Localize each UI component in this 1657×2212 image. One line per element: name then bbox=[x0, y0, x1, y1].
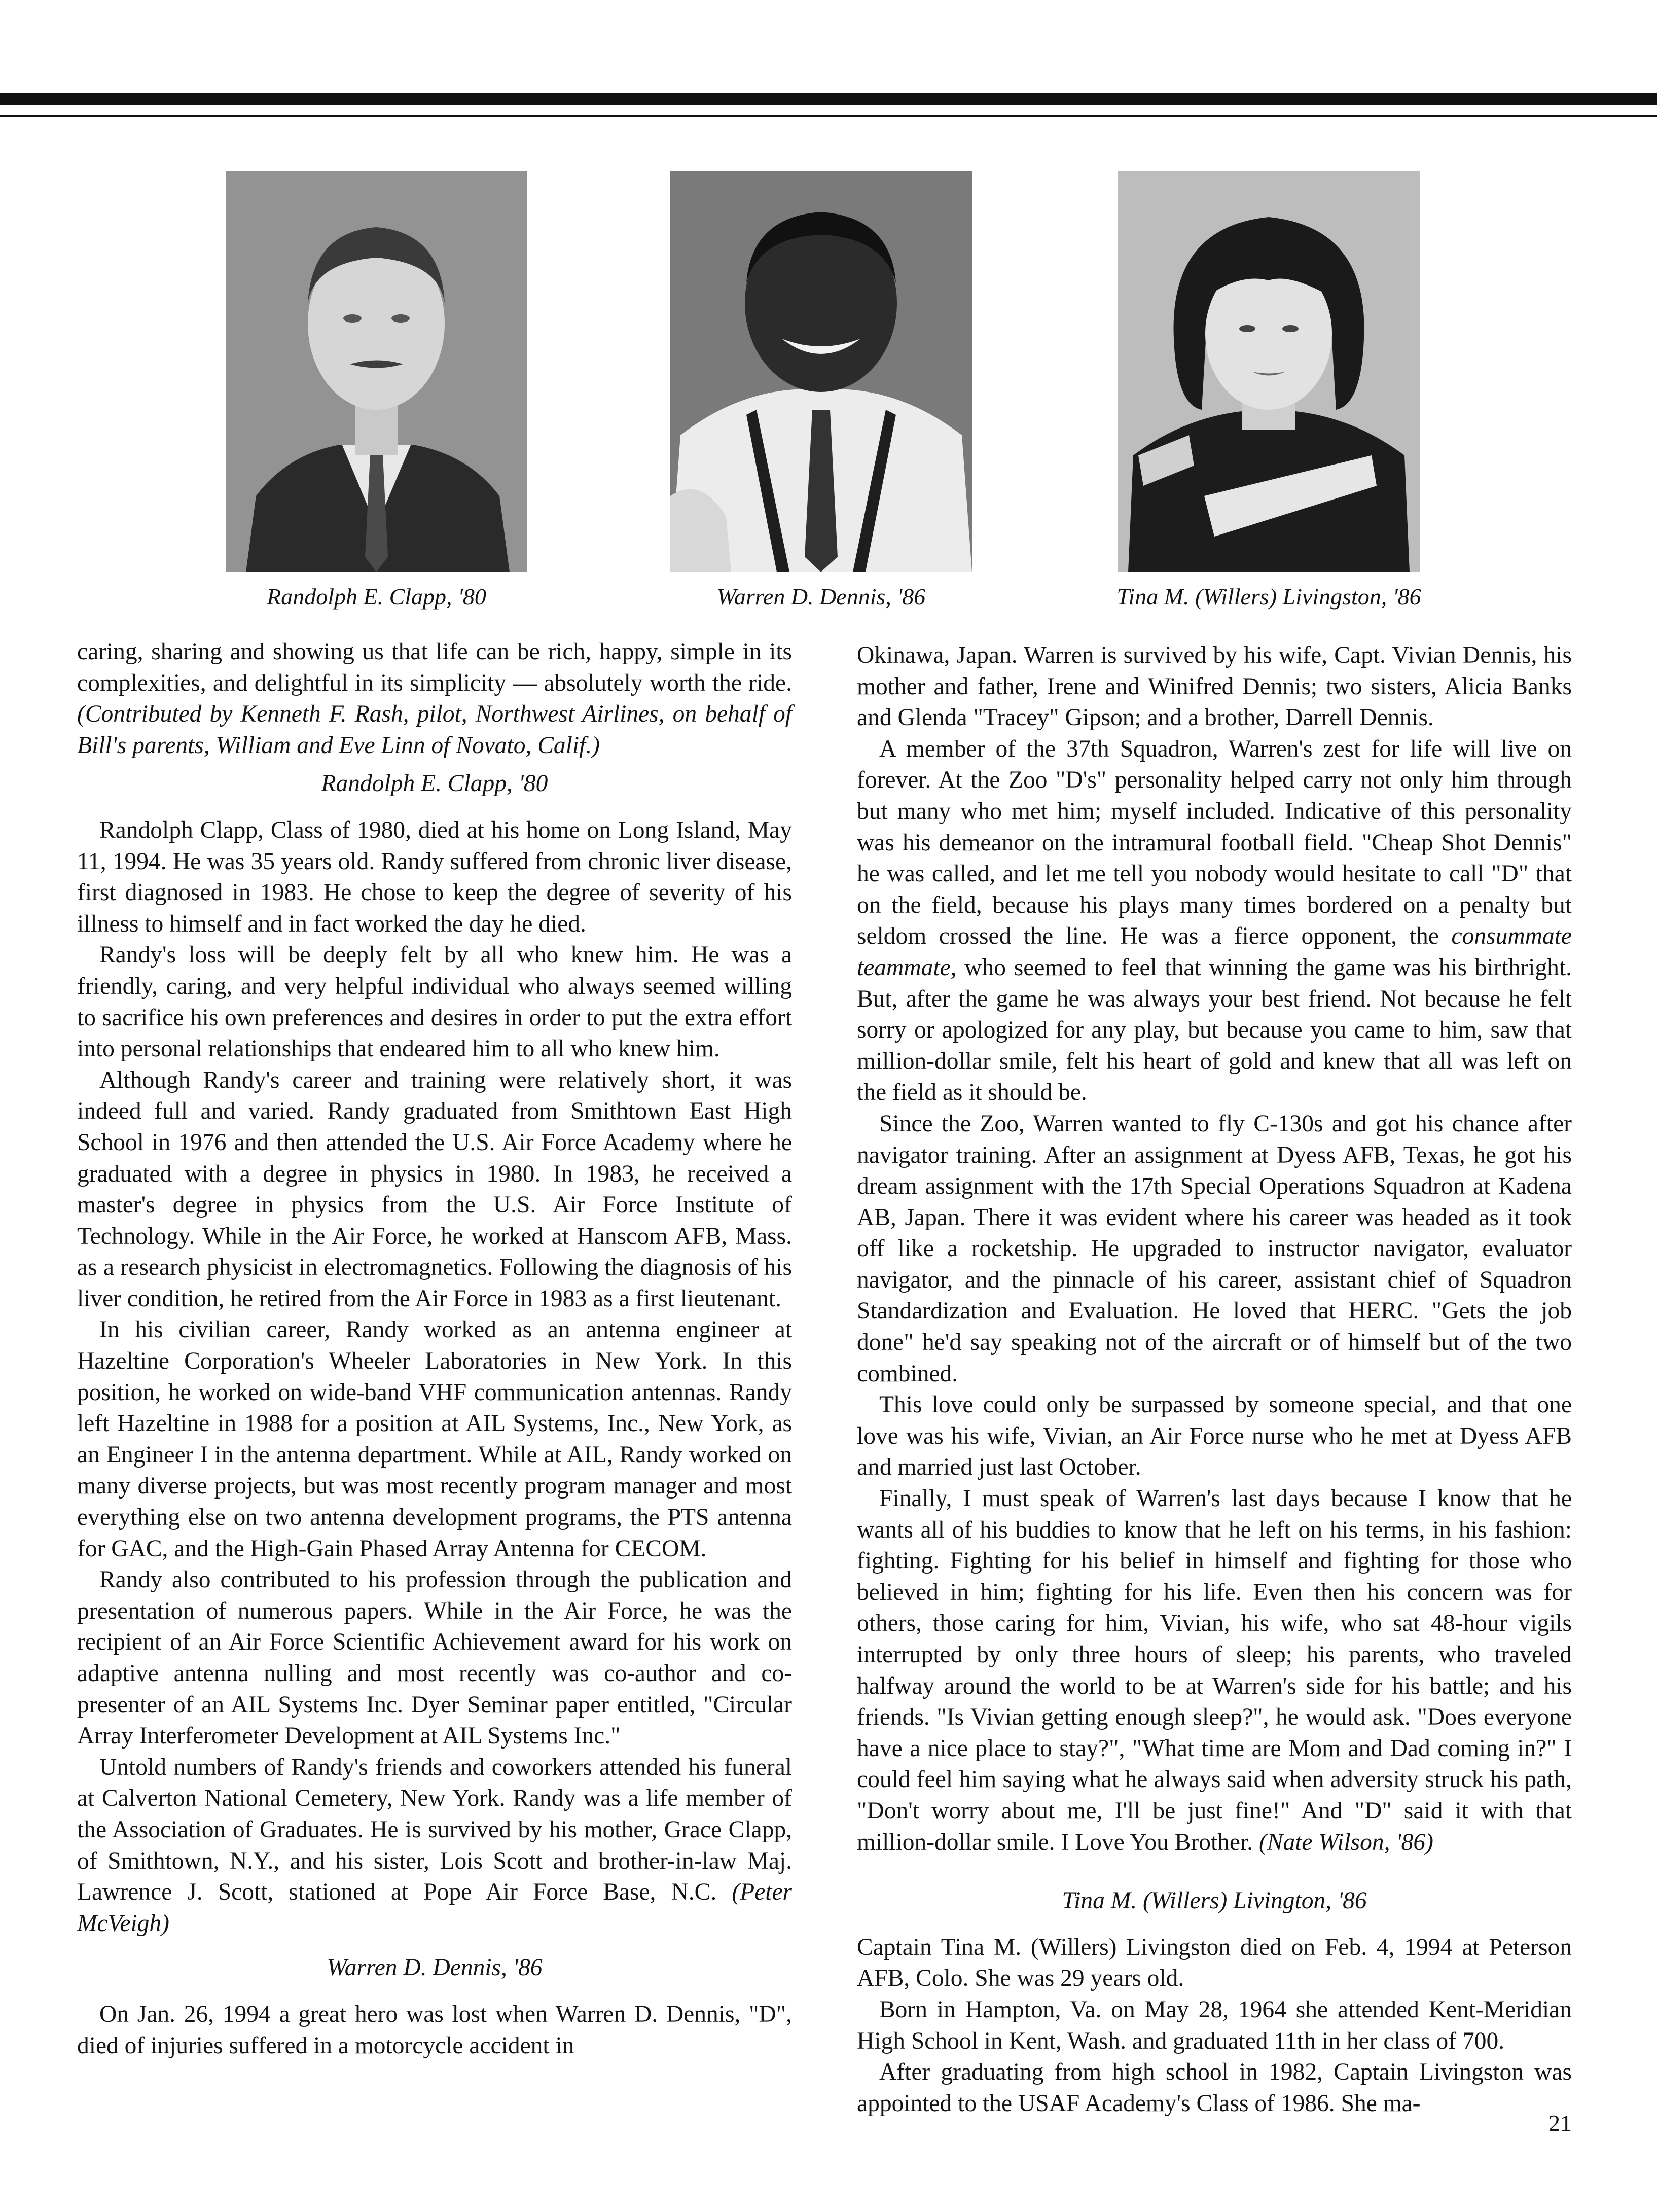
caption-randolph-clapp: Randolph E. Clapp, '80 bbox=[267, 584, 486, 610]
livingston-paragraph-1: Captain Tina M. (Willers) Livingston died on Feb. 4, 1994 at Peterson AFB, Colo. She was 29 years old. bbox=[857, 1934, 1572, 1992]
dennis-contributor-credit: (Nate Wilson, '86) bbox=[1258, 1829, 1433, 1856]
clapp-paragraph-3: Although Randy's career and training were relatively short, it was indeed full and varied. Randy graduated from Smithtown East High School in 1976 and then attended the U.S. Air Force Academy where he graduated with a degree in physics in 1980. In 1983, he received a master's degree in physics from the U.S. Air Force Institute of Technology. While in the Air Force, he worked at Hanscom AFB, Mass. as a research physicist in electromagnetics. Following the diagnosis of his liver condition, he retired from the Air Force in 1983 as a first lieutenant. bbox=[77, 1066, 792, 1312]
linn-closing-text: caring, sharing and showing us that life can be rich, happy, simple in its complexities, and delightful in its simplicity — absolutely worth the ride. bbox=[77, 638, 792, 696]
right-column bbox=[857, 640, 1572, 2117]
heading-warren-dennis: Warren D. Dennis, '86 bbox=[327, 1954, 543, 1981]
header-rule-thin bbox=[0, 115, 1657, 117]
dennis-p2-text-a: A member of the 37th Squadron, Warren's zest for life will live on forever. At the Zoo "D's" personality helped carry not only him through but many who met him; myself included. Indicative of this personality was his demeanor on the intramural football field. "Cheap Shot Dennis" he was called, and let me tell you nobody would hesitate to call "D" that on the field, because his plays many times bordered on a penalty but seldom crossed the line. He was a fierce opponent, the bbox=[857, 735, 1572, 950]
dennis-p2-emphasis: consummate teammate, bbox=[857, 923, 1572, 981]
photo-randolph-clapp bbox=[226, 171, 527, 572]
linn-contributor-credit: (Contributed by Kenneth F. Rash, pilot, Northwest Airlines, on behalf of Bill's parents, William and Eve Linn of Novato, Calif.) bbox=[77, 701, 792, 759]
caption-warren-dennis: Warren D. Dennis, '86 bbox=[716, 584, 926, 610]
dennis-paragraph-3: Since the Zoo, Warren wanted to fly C-130s and got his chance after navigator training. After an assignment at Dyess AFB, Texas, he got his dream assignment with the 17th Special Operations Squadron at Kadena AB, Japan. There it was evident where his career was headed as it took off like a rocketship. He upgraded to instructor navigator, evaluator navigator, and the pinnacle of his career, assistant chief of Squadron Standardization and Evaluation. He loved that HERC. "Gets the job done" he'd say speaking not of the aircraft or of himself but of the two combined. bbox=[857, 1110, 1572, 1387]
heading-randolph-clapp: Randolph E. Clapp, '80 bbox=[321, 770, 548, 797]
dennis-paragraph-2 bbox=[857, 734, 1572, 1109]
clapp-paragraph-1: Randolph Clapp, Class of 1980, died at his home on Long Island, May 11, 1994. He was 35 years old. Randy suffered from chronic liver disease, first diagnosed in 1983. He chose to keep the degree of severity of his illness to himself and in fact worked the day he died. bbox=[77, 816, 792, 937]
left-column bbox=[77, 636, 792, 2107]
livingston-paragraph-3: After graduating from high school in 1982, Captain Livingston was appointed to the USAF Academy's Class of 1986. She ma- bbox=[857, 2059, 1572, 2117]
caption-tina-livingston: Tina M. (Willers) Livingston, '86 bbox=[1116, 584, 1421, 610]
dennis-paragraph-5 bbox=[857, 1483, 1572, 1858]
clapp-contributor-credit: (Peter McVeigh) bbox=[77, 1879, 793, 1937]
clapp-paragraph-2: Randy's loss will be deeply felt by all who knew him. He was a friendly, caring, and very helpful individual who always seemed willing to sacrifice his own preferences and desires in order to put the extra effort into personal relationships that endeared him to all who knew him. bbox=[77, 942, 792, 1062]
dennis-paragraph-1-continued: Okinawa, Japan. Warren is survived by his wife, Capt. Vivian Dennis, his mother and father, Irene and Winifred Dennis; two sisters, Alicia Banks and Glenda "Tracey" Gipson; and a brother, Darrell Dennis. bbox=[857, 642, 1572, 731]
linn-closing-paragraph bbox=[77, 636, 792, 761]
dennis-closing-text: Finally, I must speak of Warren's last days because I know that he wants all of his buddies to know that he left on his terms, in his fashion: fighting. Fighting for his belief in himself and fighting for those who believed in him; fighting for his life. Even then his concern was for others, those caring for him, Vivian, his wife, who sat 48-hour vigils interrupted by only three hours of sleep; his parents, who traveled halfway around the world to be at Warren's side for his battle; and his friends. "Is Vivian getting enough sleep?", he would ask. "Does everyone have a nice place to stay?", "What time are Mom and Dad coming in?" I could feel him saying what he always said when adversity struck his path, "Don't worry about me, I'll be just fine!" And "D" said it with that million-dollar smile. I Love You Brother. bbox=[857, 1485, 1572, 1856]
dennis-paragraph-4: This love could only be surpassed by someone special, and that one love was his wife, Vivian, an Air Force nurse who he met at Dyess AFB and married just last October. bbox=[857, 1392, 1572, 1481]
dennis-p2-text-b: who seemed to feel that winning the game was his birthright. But, after the game he was always your best friend. Not because he felt sorry or apologized for any play, but because you came to him, saw that million-dollar smile, felt his heart of gold and knew that all was left on the field as it should be. bbox=[857, 954, 1572, 1106]
dennis-paragraph-1: On Jan. 26, 1994 a great hero was lost when Warren D. Dennis, "D", died of injuries suffered in a motorcycle accident in bbox=[77, 2001, 792, 2059]
photo-warren-dennis bbox=[670, 171, 972, 572]
heading-tina-livingston: Tina M. (Willers) Livington, '86 bbox=[1062, 1887, 1367, 1914]
clapp-paragraph-4: In his civilian career, Randy worked as an antenna engineer at Hazeltine Corporation's Wheeler Laboratories in New York. In this position, he worked on wide-band VHF communication antennas. Randy left Hazeltine in 1988 for a position at AIL Systems, Inc., New York, as an Engineer I in the antenna department. While at AIL, Randy worked on many diverse projects, but was most recently program manager and most everything else on two antenna development programs, the PTS antenna for GAC, and the High-Gain Phased Array Antenna for CECOM. bbox=[77, 1316, 792, 1562]
page-number: 21 bbox=[1548, 2110, 1572, 2136]
clapp-closing-text: Untold numbers of Randy's friends and coworkers attended his funeral at Calverton National Cemetery, New York. Randy was a life member of the Association of Graduates. He is survived by his mother, Grace Clapp, of Smithtown, N.Y., and his sister, Lois Scott and brother-in-law Maj. Lawrence J. Scott, stationed at Pope Air Force Base, N.C. bbox=[77, 1754, 792, 1906]
clapp-paragraph-5: Randy also contributed to his profession through the publication and presentation of numerous papers. While in the Air Force, he was the recipient of an Air Force Scientific Achievement award for his work on adaptive antenna nulling and most recently was co-author and co-presenter of an AIL Systems Inc. Dyer Seminar paper entitled, "Circular Array Interferometer Development at AIL Systems Inc." bbox=[77, 1566, 792, 1750]
livingston-paragraph-2: Born in Hampton, Va. on May 28, 1964 she attended Kent-Meridian High School in Kent, Wash. and graduated 11th in her class of 700. bbox=[857, 1996, 1572, 2054]
photo-tina-livingston bbox=[1118, 171, 1420, 572]
clapp-paragraph-6 bbox=[77, 1752, 792, 1940]
header-rule-thick bbox=[0, 93, 1657, 105]
